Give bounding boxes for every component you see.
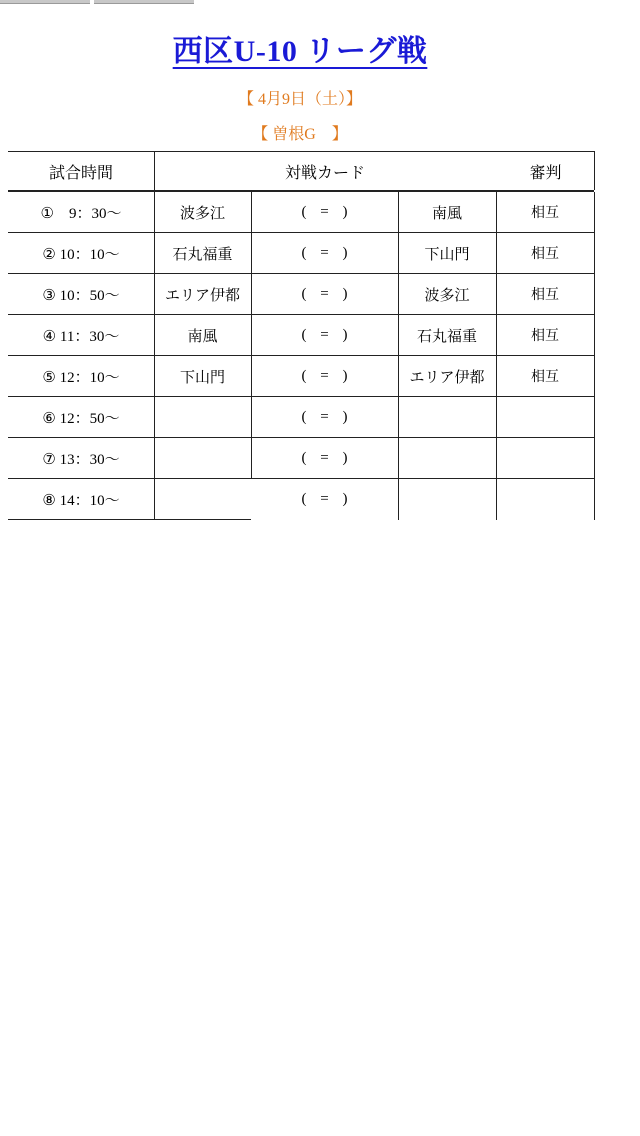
row-bottom-border <box>8 519 251 520</box>
page-title-link[interactable]: 西区U-10 リーグ戦 <box>172 35 428 68</box>
cell-score: ( = ) <box>301 203 348 220</box>
row-divider <box>594 356 595 397</box>
cell-team-b <box>398 479 496 519</box>
cell-time: ② 10：10〜 <box>42 246 120 263</box>
cell-referee <box>496 438 594 478</box>
cell-time: ⑥ 12：50〜 <box>42 410 120 427</box>
header-right-border <box>594 151 595 190</box>
table-top-border <box>8 151 594 152</box>
cell-team-b <box>398 438 496 478</box>
cell-time: ④ 11：30〜 <box>42 328 120 345</box>
row-divider <box>594 397 595 438</box>
cell-referee: 相互 <box>531 287 559 303</box>
cell-team-a <box>154 397 251 437</box>
row-divider <box>594 192 595 233</box>
header-referee: 審判 <box>529 162 562 182</box>
cell-team-b: エリア伊都 <box>409 367 485 386</box>
cell-team-a: エリア伊都 <box>164 285 240 304</box>
cell-time: ① 9：30〜 <box>40 205 122 222</box>
row-divider <box>594 274 595 315</box>
cell-team-b: 波多江 <box>424 285 470 304</box>
venue-line: 【 曽根G 】 <box>252 126 348 143</box>
cell-referee: 相互 <box>531 369 559 385</box>
cell-team-b <box>398 397 496 437</box>
cell-time: ⑧ 14：10〜 <box>42 492 120 509</box>
cell-referee <box>496 479 594 519</box>
cell-score: ( = ) <box>301 326 348 343</box>
header-divider <box>154 151 155 190</box>
cell-time: ③ 10：50〜 <box>42 287 120 304</box>
cell-score: ( = ) <box>301 408 348 425</box>
cell-team-b: 下山門 <box>424 244 470 263</box>
header-time: 試合時間 <box>48 162 113 182</box>
cell-time: ⑦ 13：30〜 <box>42 451 120 468</box>
cell-referee: 相互 <box>531 328 559 344</box>
header-match: 対戦カード <box>284 162 365 182</box>
schedule-table <box>0 0 640 540</box>
cell-score: ( = ) <box>301 449 348 466</box>
cell-score: ( = ) <box>301 285 348 302</box>
cell-referee: 相互 <box>531 205 559 221</box>
row-divider <box>594 233 595 274</box>
cell-score: ( = ) <box>301 244 348 261</box>
cell-time: ⑤ 12：10〜 <box>42 369 120 386</box>
cell-team-a: 石丸福重 <box>172 244 233 263</box>
cell-team-a <box>154 438 251 478</box>
cell-score: ( = ) <box>301 367 348 384</box>
cell-referee <box>496 397 594 437</box>
cell-team-a: 波多江 <box>179 203 225 222</box>
date-line: 【 4月9日（土）】 <box>237 91 362 108</box>
row-divider <box>594 315 595 356</box>
cell-team-b: 石丸福重 <box>416 326 477 345</box>
row-divider <box>594 479 595 520</box>
cell-team-a: 南風 <box>187 326 218 345</box>
cell-score: ( = ) <box>301 490 348 507</box>
cell-team-a <box>154 479 251 519</box>
cell-team-b: 南風 <box>431 203 462 222</box>
cell-referee: 相互 <box>531 246 559 262</box>
row-divider <box>594 438 595 479</box>
cell-team-a: 下山門 <box>179 367 225 386</box>
